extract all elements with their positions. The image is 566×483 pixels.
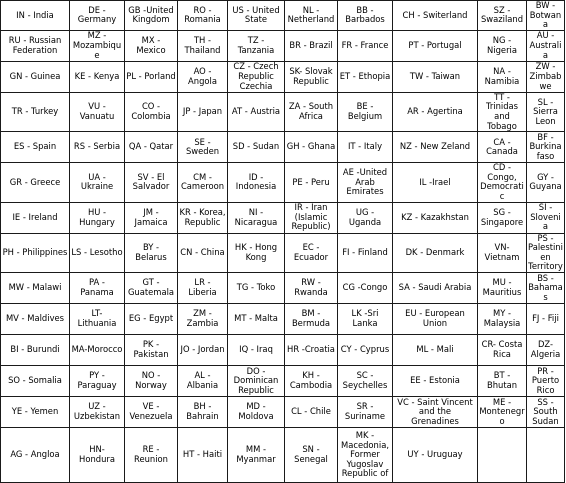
table-cell: UA - Ukraine (70, 163, 125, 202)
table-cell: DZ- Algeria (527, 334, 565, 365)
table-cell: GT - Guatemala (125, 272, 178, 303)
table-cell: TG - Toko (228, 272, 285, 303)
table-cell: NZ - New Zeland (393, 132, 478, 163)
table-cell: UY - Uruguay (393, 427, 478, 482)
table-cell: AT - Austria (228, 92, 285, 131)
table-cell: MY - Malaysia (478, 303, 527, 334)
table-cell: TR - Turkey (1, 92, 70, 131)
table-row (1, 202, 565, 233)
table-body (1, 1, 565, 483)
table-cell (478, 427, 527, 482)
table-cell: ZA - South Africa (285, 92, 338, 131)
table-row (1, 272, 565, 303)
table-cell: SC - Seychelles (338, 365, 393, 396)
table-row (1, 61, 565, 92)
table-cell: KE - Kenya (70, 61, 125, 92)
table-cell: CR- Costa Rica (478, 334, 527, 365)
table-cell: ET - Ethopia (338, 61, 393, 92)
table-cell: CN - China (178, 233, 228, 272)
table-cell: MK - Macedonia, Former Yugoslav Republic of (338, 427, 393, 482)
table-cell: PE - Peru (285, 163, 338, 202)
table-cell: VN-Vietnam (478, 233, 527, 272)
table-cell: RW - Rwanda (285, 272, 338, 303)
table-cell: BE - Belgium (338, 92, 393, 131)
table-cell: CA - Canada (478, 132, 527, 163)
table-cell: GB -United Kingdom (125, 1, 178, 31)
table-cell: AR - Agertina (393, 92, 478, 131)
table-cell: BH -Bahrain (178, 396, 228, 427)
table-cell: SA - Saudi Arabia (393, 272, 478, 303)
table-cell: GY - Guyana (527, 163, 565, 202)
table-cell: MA-Morocco (70, 334, 125, 365)
table-cell: PY - Paraguay (70, 365, 125, 396)
table-cell: SR - Suriname (338, 396, 393, 427)
table-cell (527, 427, 565, 482)
table-cell: BB - Barbados (338, 1, 393, 31)
table-cell: EC -Ecuador (285, 233, 338, 272)
table-cell: JP - Japan (178, 92, 228, 131)
table-cell: SE - Sweden (178, 132, 228, 163)
table-cell: BT -Bhutan (478, 365, 527, 396)
table-cell: SL - Sierra Leon (527, 92, 565, 131)
table-cell: PR -Puerto Rico (527, 365, 565, 396)
table-cell: AO - Angola (178, 61, 228, 92)
table-cell: IQ - Iraq (228, 334, 285, 365)
table-cell: ML - Mali (393, 334, 478, 365)
table-row (1, 365, 565, 396)
table-cell: ES - Spain (1, 132, 70, 163)
table-cell: US - United State (228, 1, 285, 31)
table-cell: MV - Maldives (1, 303, 70, 334)
table-cell: HR -Croatia (285, 334, 338, 365)
table-cell: TT - Trinidas and Tobago (478, 92, 527, 131)
table-cell: IN - India (1, 1, 70, 31)
table-cell: HN- Hondura (70, 427, 125, 482)
table-cell: FJ - Fiji (527, 303, 565, 334)
table-cell: UG - Uganda (338, 202, 393, 233)
table-cell: DK - Denmark (393, 233, 478, 272)
table-cell: CL - Chile (285, 396, 338, 427)
table-cell: IT - Italy (338, 132, 393, 163)
table-cell: CG -Congo (338, 272, 393, 303)
table-cell: LR - Liberia (178, 272, 228, 303)
table-cell: BM - Bermuda (285, 303, 338, 334)
table-cell: SI - Slovenia (527, 202, 565, 233)
table-cell: IE - Ireland (1, 202, 70, 233)
table-cell: MW - Malawi (1, 272, 70, 303)
table-cell: KR - Korea, Republic (178, 202, 228, 233)
table-cell: KZ - Kazakhstan (393, 202, 478, 233)
table-cell: DO - Dominican Republic (228, 365, 285, 396)
table-cell: KH - Cambodia (285, 365, 338, 396)
table-cell: VU - Vanuatu (70, 92, 125, 131)
table-cell: NA - Namibia (478, 61, 527, 92)
table-cell: EU - European Union (393, 303, 478, 334)
table-cell: BS - Bahamas (528, 272, 563, 302)
table-cell: SV - El Salvador (125, 163, 178, 202)
table-cell: NI - Nicaragua (228, 202, 285, 233)
table-cell: HU - Hungary (70, 202, 125, 233)
table-cell: IL -Irael (393, 163, 478, 202)
table-row (1, 132, 565, 163)
table-cell: SZ - Swaziland (478, 1, 527, 31)
table-cell: CM - Cameroon (178, 163, 228, 202)
table-cell: ZM - Zambia (178, 303, 228, 334)
table-cell: EE - Estonia (393, 365, 478, 396)
table-cell: LT- Lithuania (70, 303, 125, 334)
table-cell: LK -Sri Lanka (338, 303, 393, 334)
table-cell: RO - Romania (178, 1, 228, 31)
table-cell: PH - Philippines (1, 233, 70, 272)
table-cell: NG - Nigeria (478, 30, 527, 61)
table-cell: VE - Venezuela (125, 396, 178, 427)
table-cell: CH - Switerland (393, 1, 478, 31)
table-cell: SG - Singapore (478, 202, 527, 233)
table-row (1, 303, 565, 334)
table-cell: BI - Burundi (1, 334, 70, 365)
table-cell: NL - Netherland (285, 1, 338, 31)
table-cell: MX - Mexico (125, 30, 178, 61)
table-cell: SD - Sudan (228, 132, 285, 163)
table-cell: AU - Australia (527, 30, 565, 61)
table-cell: MD - Moldova (228, 396, 285, 427)
table-cell: ID - Indonesia (228, 163, 285, 202)
table-cell: PL - Porland (125, 61, 178, 92)
table-cell: CD - Congo, Democratic (478, 163, 527, 202)
table-cell: NO - Norway (125, 365, 178, 396)
table-cell: BW - Botwana (527, 1, 565, 31)
table-cell: PT - Portugal (393, 30, 478, 61)
table-cell: PS - Palestinien Territory (528, 233, 563, 272)
table-cell: BY - Belarus (125, 233, 178, 272)
table-cell: MU - Mauritius (478, 272, 527, 303)
table-cell: BR - Brazil (285, 30, 338, 61)
table-cell: SO - Somalia (1, 365, 70, 396)
table-cell: CY - Cyprus (338, 334, 393, 365)
table-cell: JO - Jordan (178, 334, 228, 365)
table-cell: RU - Russian Federation (1, 30, 70, 61)
table-cell: TZ - Tanzania (228, 30, 285, 61)
table-cell: PA - Panama (70, 272, 125, 303)
table-cell: GN - Guinea (1, 61, 70, 92)
table-cell: FI - Finland (338, 233, 393, 272)
table-cell: UZ - Uzbekistan (70, 396, 125, 427)
table-cell: PK - Pakistan (125, 334, 178, 365)
table-cell: VC - Saint Vincent and the Grenadines (393, 396, 478, 427)
table-row (1, 30, 565, 61)
table-cell: TW - Taiwan (393, 61, 478, 92)
table-cell: CO - Colombia (125, 92, 178, 131)
table-cell: SK- Slovak Republic (285, 61, 338, 92)
table-cell: AE -United Arab Emirates (338, 163, 393, 202)
table-cell: HK - Hong Kong (228, 233, 285, 272)
table-cell: IR - Iran (Islamic Republic) (285, 202, 338, 233)
table-cell: JM - Jamaica (125, 202, 178, 233)
table-cell: GR - Greece (1, 163, 70, 202)
table-row (1, 92, 565, 131)
table-cell: LS - Lesotho (70, 233, 125, 272)
table-cell: MT - Malta (228, 303, 285, 334)
table-cell: FR - France (338, 30, 393, 61)
table-row (1, 1, 565, 31)
table-row (1, 396, 565, 427)
table-cell: GH - Ghana (285, 132, 338, 163)
table-cell: HT - Haiti (178, 427, 228, 482)
table-cell: ZW - Zimbabwe (527, 61, 565, 92)
table-cell: YE - Yemen (1, 396, 70, 427)
table-row (1, 233, 565, 272)
table-cell: MZ - Mozambique (70, 30, 125, 61)
table-cell: SS - South Sudan (527, 396, 565, 427)
table-cell: ME - Montenegro (479, 396, 525, 426)
table-row (1, 334, 565, 365)
table-cell: DE - Germany (70, 1, 125, 31)
table-row (1, 427, 565, 482)
table-cell: EG - Egypt (125, 303, 178, 334)
table-cell: CZ - Czech Republic Czechia (228, 61, 285, 92)
table-cell: RE - Reunion (125, 427, 178, 482)
table-cell: QA - Qatar (125, 132, 178, 163)
table-cell: AG - Angloa (1, 427, 70, 482)
table-cell: BF - Burkinafaso (527, 132, 565, 163)
table-cell: AL - Albania (178, 365, 228, 396)
table-cell: MM - Myanmar (228, 427, 285, 482)
table-cell: RS - Serbia (70, 132, 125, 163)
table-cell: TH - Thailand (178, 30, 228, 61)
table-row (1, 163, 565, 202)
table-cell: SN - Senegal (285, 427, 338, 482)
